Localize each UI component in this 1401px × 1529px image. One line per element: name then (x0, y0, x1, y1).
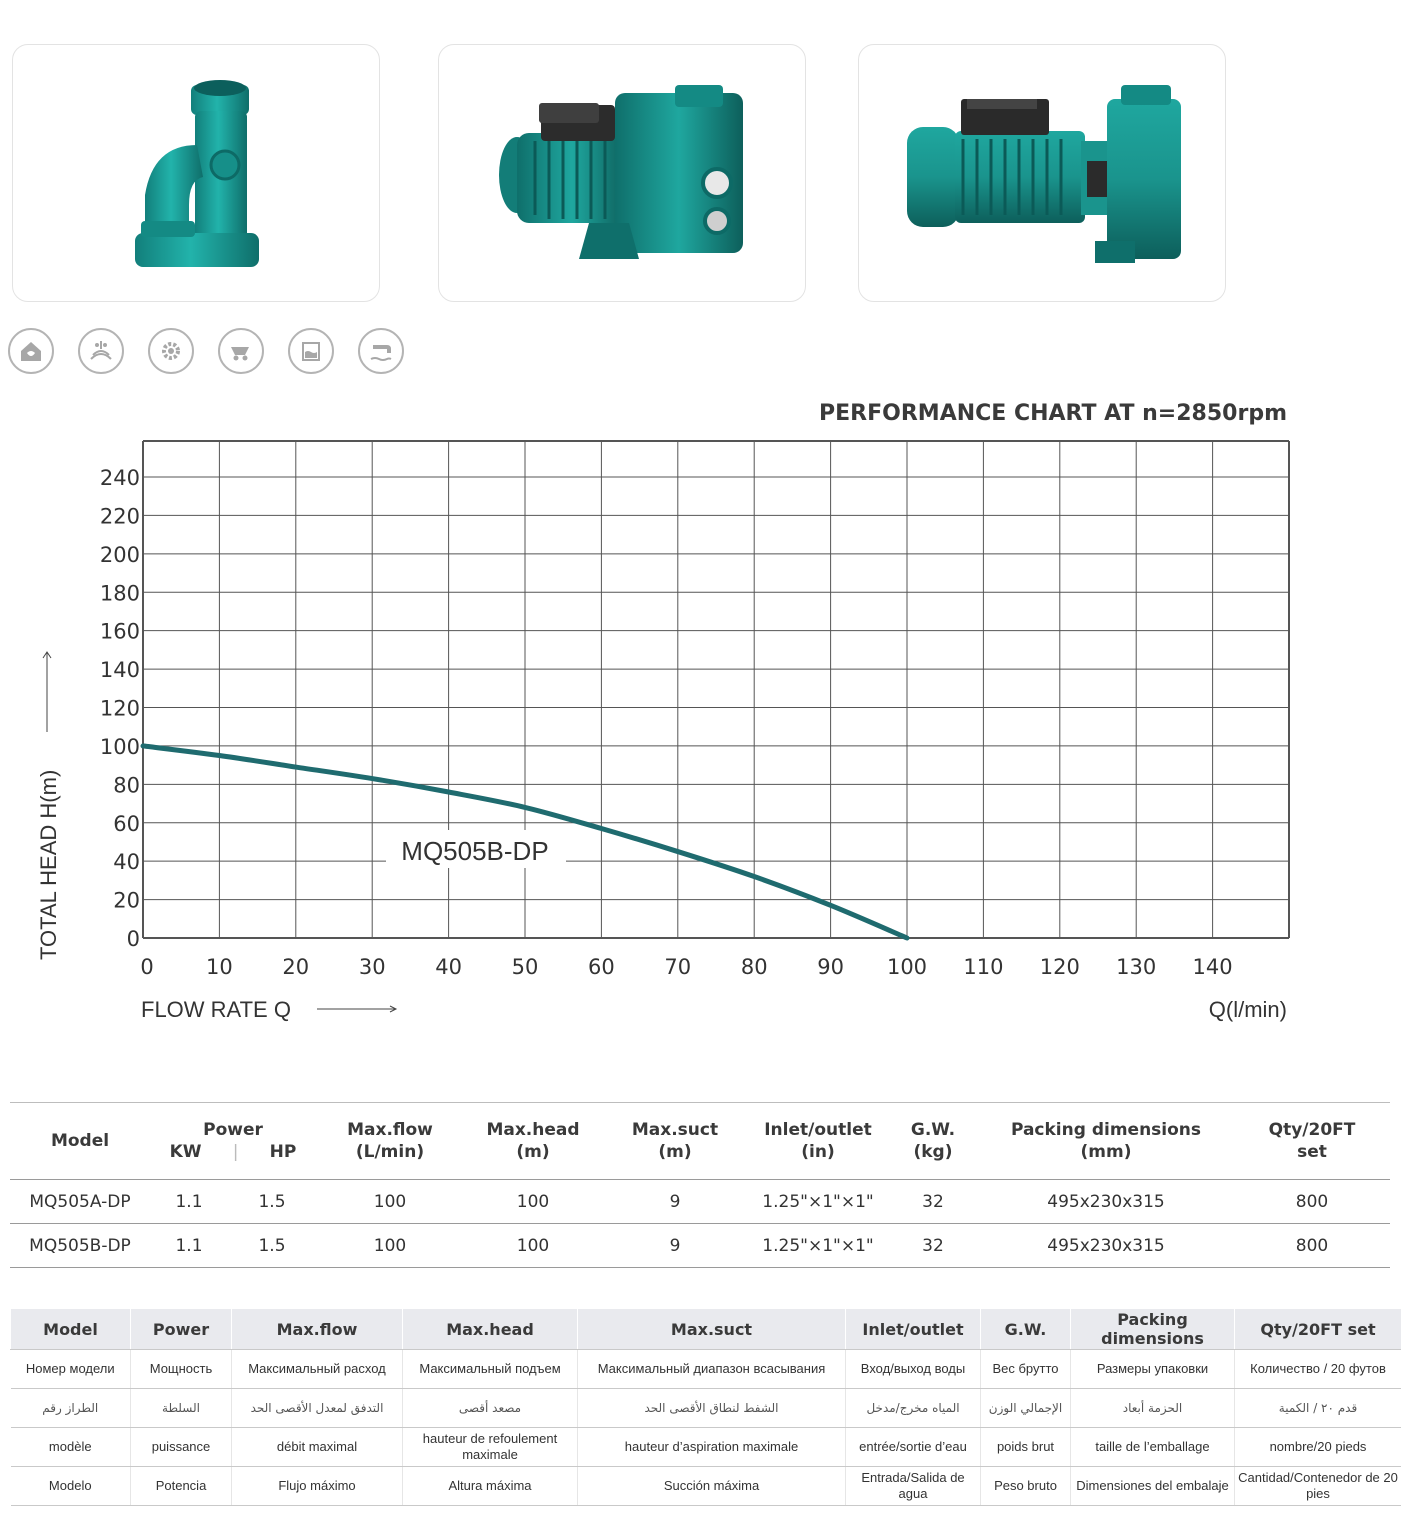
x-tick-label: 80 (740, 955, 768, 979)
x-tick-label: 110 (963, 955, 1004, 979)
translation-cell: Номер модели (11, 1350, 131, 1389)
translation-cell: hauteur de refoulement maximale (403, 1428, 578, 1467)
translation-cell: الحزمة أبعاد (1071, 1389, 1235, 1428)
cell-packing: 495x230x315 (978, 1180, 1234, 1224)
header-kw: KW (169, 1142, 202, 1162)
wheelbarrow-icon (218, 328, 264, 374)
y-tick-label: 80 (113, 773, 140, 798)
x-tick-label: 60 (588, 955, 615, 979)
translation-cell: taille de l’emballage (1071, 1428, 1235, 1467)
y-tick-label: 180 (99, 581, 140, 606)
translation-cell: Размеры упаковки (1071, 1350, 1235, 1389)
inlet-elbow-illustration (13, 45, 379, 301)
translation-header-cell: Packing dimensions (1071, 1309, 1235, 1350)
table-row (10, 1224, 1390, 1268)
translation-cell: Мощность (131, 1350, 232, 1389)
product-image-pump-angled (438, 44, 806, 302)
header-max-head: Max.head (m) (464, 1103, 602, 1180)
x-tick-label: 0 (140, 955, 154, 979)
x-axis-unit: Q(l/min) (1208, 997, 1287, 1022)
y-tick-label: 40 (113, 850, 140, 875)
header-max-suct: Max.suct (m) (602, 1103, 748, 1180)
translation-table (10, 1308, 1401, 1506)
x-tick-label: 50 (511, 955, 539, 979)
translation-cell: الشفط لنطاق الأقصى الحد (578, 1389, 846, 1428)
pump-angled-illustration (439, 45, 805, 301)
y-tick-label: 220 (99, 504, 140, 529)
irrigation-icon (78, 328, 124, 374)
cell-gw: 32 (888, 1180, 978, 1224)
cell-kw: 1.1 (150, 1224, 228, 1268)
header-packing: Packing dimensions (mm) (978, 1103, 1234, 1180)
product-image-pump-side (858, 44, 1226, 302)
product-image-inlet-elbow (12, 44, 380, 302)
translation-cell: الإجمالي الوزن (981, 1389, 1071, 1428)
translation-cell: Potencia (131, 1467, 232, 1506)
translation-cell: Вес брутто (981, 1350, 1071, 1389)
header-gw: G.W. (kg) (888, 1103, 978, 1180)
cell-max-suct: 9 (602, 1180, 748, 1224)
translation-header-cell: Max.suct (578, 1309, 846, 1350)
translation-cell: Peso bruto (981, 1467, 1071, 1506)
header-max-flow: Max.flow (L/min) (316, 1103, 464, 1180)
translation-cell: قدم ٢٠ / الكمية (1235, 1389, 1401, 1428)
translation-cell: nombre/20 pieds (1235, 1428, 1401, 1467)
translation-cell: السلطة (131, 1389, 232, 1428)
translation-cell: puissance (131, 1428, 232, 1467)
cell-max-head: 100 (464, 1224, 602, 1268)
gear-icon (148, 328, 194, 374)
cell-packing: 495x230x315 (978, 1224, 1234, 1268)
application-icons (8, 328, 404, 374)
translation-cell: Количество / 20 футов (1235, 1350, 1401, 1389)
translation-header-cell: Qty/20FT set (1235, 1309, 1401, 1350)
cell-inlet-outlet: 1.25"×1"×1" (748, 1180, 888, 1224)
cell-qty: 800 (1234, 1224, 1390, 1268)
cell-hp: 1.5 (228, 1224, 316, 1268)
translation-header-cell: Power (131, 1309, 232, 1350)
x-tick-label: 90 (817, 955, 844, 979)
cell-max-flow: 100 (316, 1224, 464, 1268)
translation-row (11, 1467, 1401, 1506)
tank-icon (288, 328, 334, 374)
y-tick-label: 20 (113, 888, 140, 913)
header-power-label: Power (203, 1120, 263, 1140)
cell-gw: 32 (888, 1224, 978, 1268)
translation-header-row (11, 1309, 1401, 1350)
cell-model: MQ505B-DP (10, 1224, 150, 1268)
y-tick-label: 140 (99, 658, 140, 683)
translation-cell: Cantidad/Contenedor de 20 pies (1235, 1467, 1401, 1506)
translation-cell: débit maximal (232, 1428, 403, 1467)
translation-header-cell: Max.head (403, 1309, 578, 1350)
cell-max-head: 100 (464, 1180, 602, 1224)
translation-cell: مصعد أقصى (403, 1389, 578, 1428)
x-tick-label: 70 (664, 955, 692, 979)
specification-table (10, 1102, 1390, 1268)
x-tick-label: 10 (206, 955, 233, 979)
chart-title: PERFORMANCE CHART AT n=2850rpm (819, 401, 1287, 426)
header-model: Model (10, 1103, 150, 1180)
translation-cell: Dimensiones del embalaje (1071, 1467, 1235, 1506)
translation-row (11, 1389, 1401, 1428)
translation-cell: hauteur d’aspiration maximale (578, 1428, 846, 1467)
x-tick-label: 120 (1039, 955, 1080, 979)
translation-cell: Вход/выход воды (846, 1350, 981, 1389)
house-icon (8, 328, 54, 374)
spec-header-row (10, 1103, 1390, 1180)
cell-model: MQ505A-DP (10, 1180, 150, 1224)
translation-cell: الطراز رقم (11, 1389, 131, 1428)
x-tick-label: 40 (435, 955, 462, 979)
cell-max-flow: 100 (316, 1180, 464, 1224)
translation-cell: Entrada/Salida de agua (846, 1467, 981, 1506)
x-tick-label: 100 (886, 955, 928, 979)
translation-cell: Succión máxima (578, 1467, 846, 1506)
series-label: MQ505B-DP (401, 836, 549, 866)
translation-cell: Altura máxima (403, 1467, 578, 1506)
faucet-icon (358, 328, 404, 374)
y-tick-label: 100 (99, 734, 140, 759)
translation-cell: Flujo máximo (232, 1467, 403, 1506)
header-inlet-outlet: Inlet/outlet (in) (748, 1103, 888, 1180)
translation-cell: Максимальный подъем (403, 1350, 578, 1389)
translation-cell: poids brut (981, 1428, 1071, 1467)
y-tick-label: 160 (99, 619, 140, 644)
translation-cell: entrée/sortie d’eau (846, 1428, 981, 1467)
translation-cell: التدفق لمعدل الأقصى الحد (232, 1389, 403, 1428)
cell-hp: 1.5 (228, 1180, 316, 1224)
cell-kw: 1.1 (150, 1180, 228, 1224)
translation-cell: Максимальный диапазон всасывания (578, 1350, 846, 1389)
cell-qty: 800 (1234, 1180, 1390, 1224)
y-axis-label: TOTAL HEAD H(m) (36, 769, 61, 960)
translation-header-cell: Model (11, 1309, 131, 1350)
translation-row (11, 1350, 1401, 1389)
x-axis-label: FLOW RATE Q (141, 997, 291, 1022)
translation-header-cell: G.W. (981, 1309, 1071, 1350)
x-tick-label: 130 (1116, 955, 1157, 979)
header-power: Power KW | HP (150, 1103, 316, 1180)
header-qty: Qty/20FT set (1234, 1103, 1390, 1180)
x-tick-label: 140 (1192, 955, 1233, 979)
translation-cell: Modelo (11, 1467, 131, 1506)
cell-inlet-outlet: 1.25"×1"×1" (748, 1224, 888, 1268)
performance-chart (0, 390, 1401, 1040)
y-tick-label: 200 (99, 542, 140, 567)
pump-side-illustration (859, 45, 1225, 301)
translation-cell: Максимальный расход (232, 1350, 403, 1389)
y-tick-label: 240 (99, 466, 140, 490)
cell-max-suct: 9 (602, 1224, 748, 1268)
translation-cell: المياه مخرج/مدخل (846, 1389, 981, 1428)
translation-cell: modèle (11, 1428, 131, 1467)
translation-header-cell: Max.flow (232, 1309, 403, 1350)
y-tick-label: 60 (113, 811, 140, 836)
y-tick-label: 0 (126, 927, 140, 951)
x-tick-labels (140, 955, 1232, 979)
translation-header-cell: Inlet/outlet (846, 1309, 981, 1350)
table-row (10, 1180, 1390, 1224)
translation-row (11, 1428, 1401, 1467)
x-tick-label: 30 (358, 955, 386, 979)
x-tick-label: 20 (282, 955, 310, 979)
header-hp: HP (269, 1142, 297, 1162)
y-tick-label: 120 (99, 696, 140, 721)
y-tick-labels (100, 466, 140, 951)
